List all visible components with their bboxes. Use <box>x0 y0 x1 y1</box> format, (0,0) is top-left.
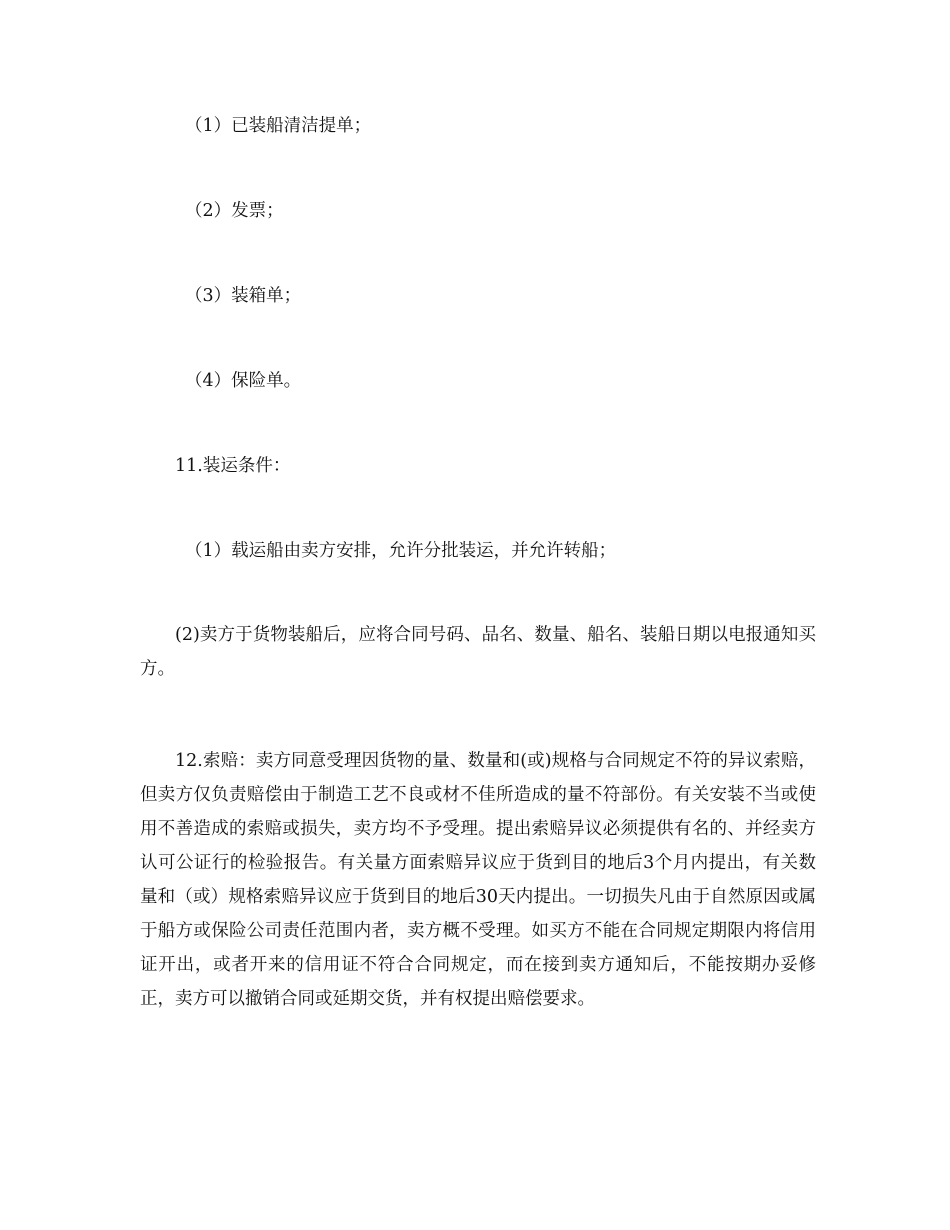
section-11-heading: 11.装运条件： <box>175 456 291 476</box>
section-12-paragraph: 12.索赔：卖方同意受理因货物的量、数量和(或)规格与合同规定不符的异议索赔，但卖方仅负责赔偿由于制造工艺不良或材不佳所造成的量不符部份。有关安装不当或使用不善造成的索赔或损失，卖方均不予受理。提出索赔异议必须提供有名的、并经卖方认可公证行的检验报告。有关量方面索赔异议应于货到目的地后3个月内提出，有关数量和（或）规格索赔异议应于货到目的地后30天内提出。一切损失凡由于自然原因或属于船方或保险公司责任范围内者，卖方概不受理。如买方不能在合同规定期限内将信用证开出，或者开来的信用证不符合合同规定，而在接到卖方通知后，不能按期办妥修正，卖方可以撤销合同或延期交货，并有权提出赔偿要求。 <box>140 751 816 1009</box>
list-item-invoice: （2）发票； <box>185 201 284 221</box>
list-item-packing-list: （3）装箱单； <box>185 286 302 306</box>
list-item-insurance-policy: （4）保险单。 <box>185 371 302 391</box>
section-11-item-1: （1）载运船由卖方安排，允许分批装运，并允许转船； <box>185 541 617 561</box>
section-11-item-2: (2)卖方于货物装船后，应将合同号码、品名、数量、船名、装船日期以电报通知买方。 <box>140 625 816 679</box>
list-item-bill-of-lading: （1）已装船清洁提单； <box>185 116 372 136</box>
